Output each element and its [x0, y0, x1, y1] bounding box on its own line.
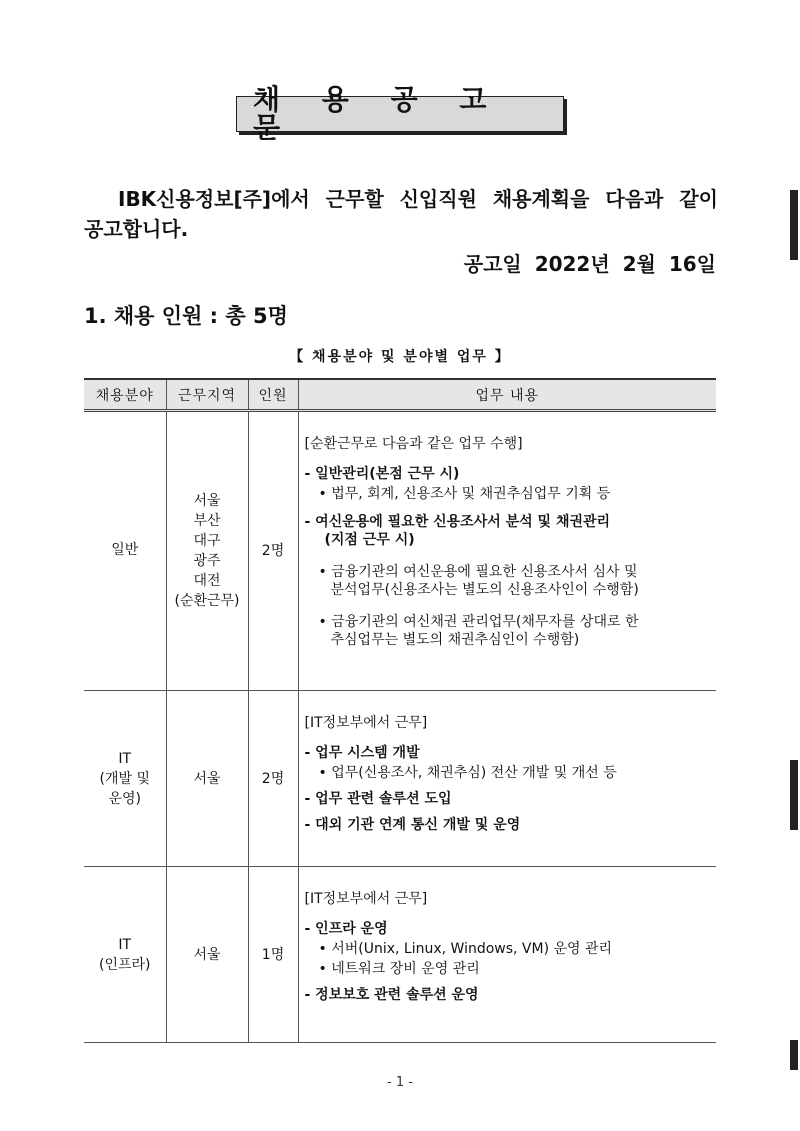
duty-item: • 법무, 회계, 신용조사 및 채권추심업무 기획 등 [318, 486, 611, 502]
page-number: - 1 - [387, 1075, 413, 1090]
row-duties [298, 867, 716, 1043]
row-location [166, 691, 248, 867]
duty-item: - 정보보호 관련 솔루션 운영 [304, 987, 479, 1003]
table-caption: 【 채용분야 및 분야별 업무 】 [289, 349, 511, 365]
row-category [84, 867, 166, 1043]
location-line: 광주 [193, 553, 221, 569]
row-count: 2명 [248, 691, 298, 867]
scan-edge-mark [790, 1040, 798, 1070]
title-box [236, 83, 564, 144]
category-line: IT [118, 936, 132, 953]
duty-item: - 여신운용에 필요한 신용조사서 분석 및 채권관리 [304, 514, 611, 530]
row-location [166, 411, 248, 691]
location-line: 서울 [193, 946, 221, 963]
duty-item: • 금융기관의 여신채권 관리업무(채무자를 상대로 한 [318, 614, 639, 630]
recruitment-table [84, 378, 716, 1043]
category-line: (인프라) [99, 956, 151, 973]
duty-item: • 서버(Unix, Linux, Windows, VM) 운영 관리 [318, 941, 613, 957]
location-line: (순환근무) [174, 593, 240, 609]
row-location [166, 867, 248, 1043]
duty-note: [IT정보부에서 근무] [304, 891, 428, 907]
scan-edge-mark [790, 760, 798, 830]
table-header-row [84, 379, 716, 411]
category-line: 운영) [108, 790, 141, 807]
duty-item: - 일반관리(본점 근무 시) [304, 466, 460, 482]
location-line: 서울 [193, 493, 221, 509]
row-duties [298, 411, 716, 691]
table-row [84, 411, 716, 691]
duty-item: 추심업무는 별도의 채권추심인이 수행함) [330, 632, 580, 648]
scan-edge-mark [790, 190, 798, 260]
duty-item: • 금융기관의 여신운용에 필요한 신용조사서 심사 및 [318, 564, 638, 580]
duty-item: - 대외 기관 연계 통신 개발 및 운영 [304, 817, 521, 833]
location-line: 서울 [193, 770, 221, 787]
duty-item: - 업무 시스템 개발 [304, 745, 420, 761]
location-line: 대전 [193, 573, 221, 589]
duty-item: 분석업무(신용조사는 별도의 신용조사인이 수행함) [330, 582, 639, 598]
category-line: (개발 및 [99, 770, 150, 787]
intro-paragraph: IBK신용정보[주]에서 근무할 신입직원 채용계획을 다음과 같이 공고합니다. [84, 187, 718, 241]
document-title: 채 용 공 고 문 [253, 83, 503, 144]
duty-note: [IT정보부에서 근무] [304, 715, 428, 731]
duty-item: - 인프라 운영 [304, 921, 388, 937]
duty-item: • 네트워크 장비 운영 관리 [318, 961, 480, 977]
category-line: 일반 [111, 541, 139, 558]
duty-item: - 업무 관련 솔루션 도입 [304, 791, 452, 807]
row-count: 2명 [248, 411, 298, 691]
header-location: 근무지역 [166, 379, 248, 411]
location-line: 부산 [193, 513, 221, 529]
duty-note: [순환근무로 다음과 같은 업무 수행] [304, 436, 523, 452]
section-heading: 1. 채용 인원 : 총 5명 [84, 304, 288, 328]
location-line: 대구 [193, 533, 221, 549]
row-count: 1명 [248, 867, 298, 1043]
row-category [84, 691, 166, 867]
duty-item: • 업무(신용조사, 채권추심) 전산 개발 및 개선 등 [318, 765, 617, 781]
row-category [84, 411, 166, 691]
category-line: IT [118, 750, 132, 767]
row-duties [298, 691, 716, 867]
header-category: 채용분야 [84, 379, 166, 411]
header-duties: 업무 내용 [298, 379, 716, 411]
duty-item: (지점 근무 시) [324, 532, 415, 548]
announcement-date: 공고일 2022년 2월 16일 [463, 252, 716, 276]
table-row [84, 691, 716, 867]
table-row [84, 867, 716, 1043]
header-count: 인원 [248, 379, 298, 411]
